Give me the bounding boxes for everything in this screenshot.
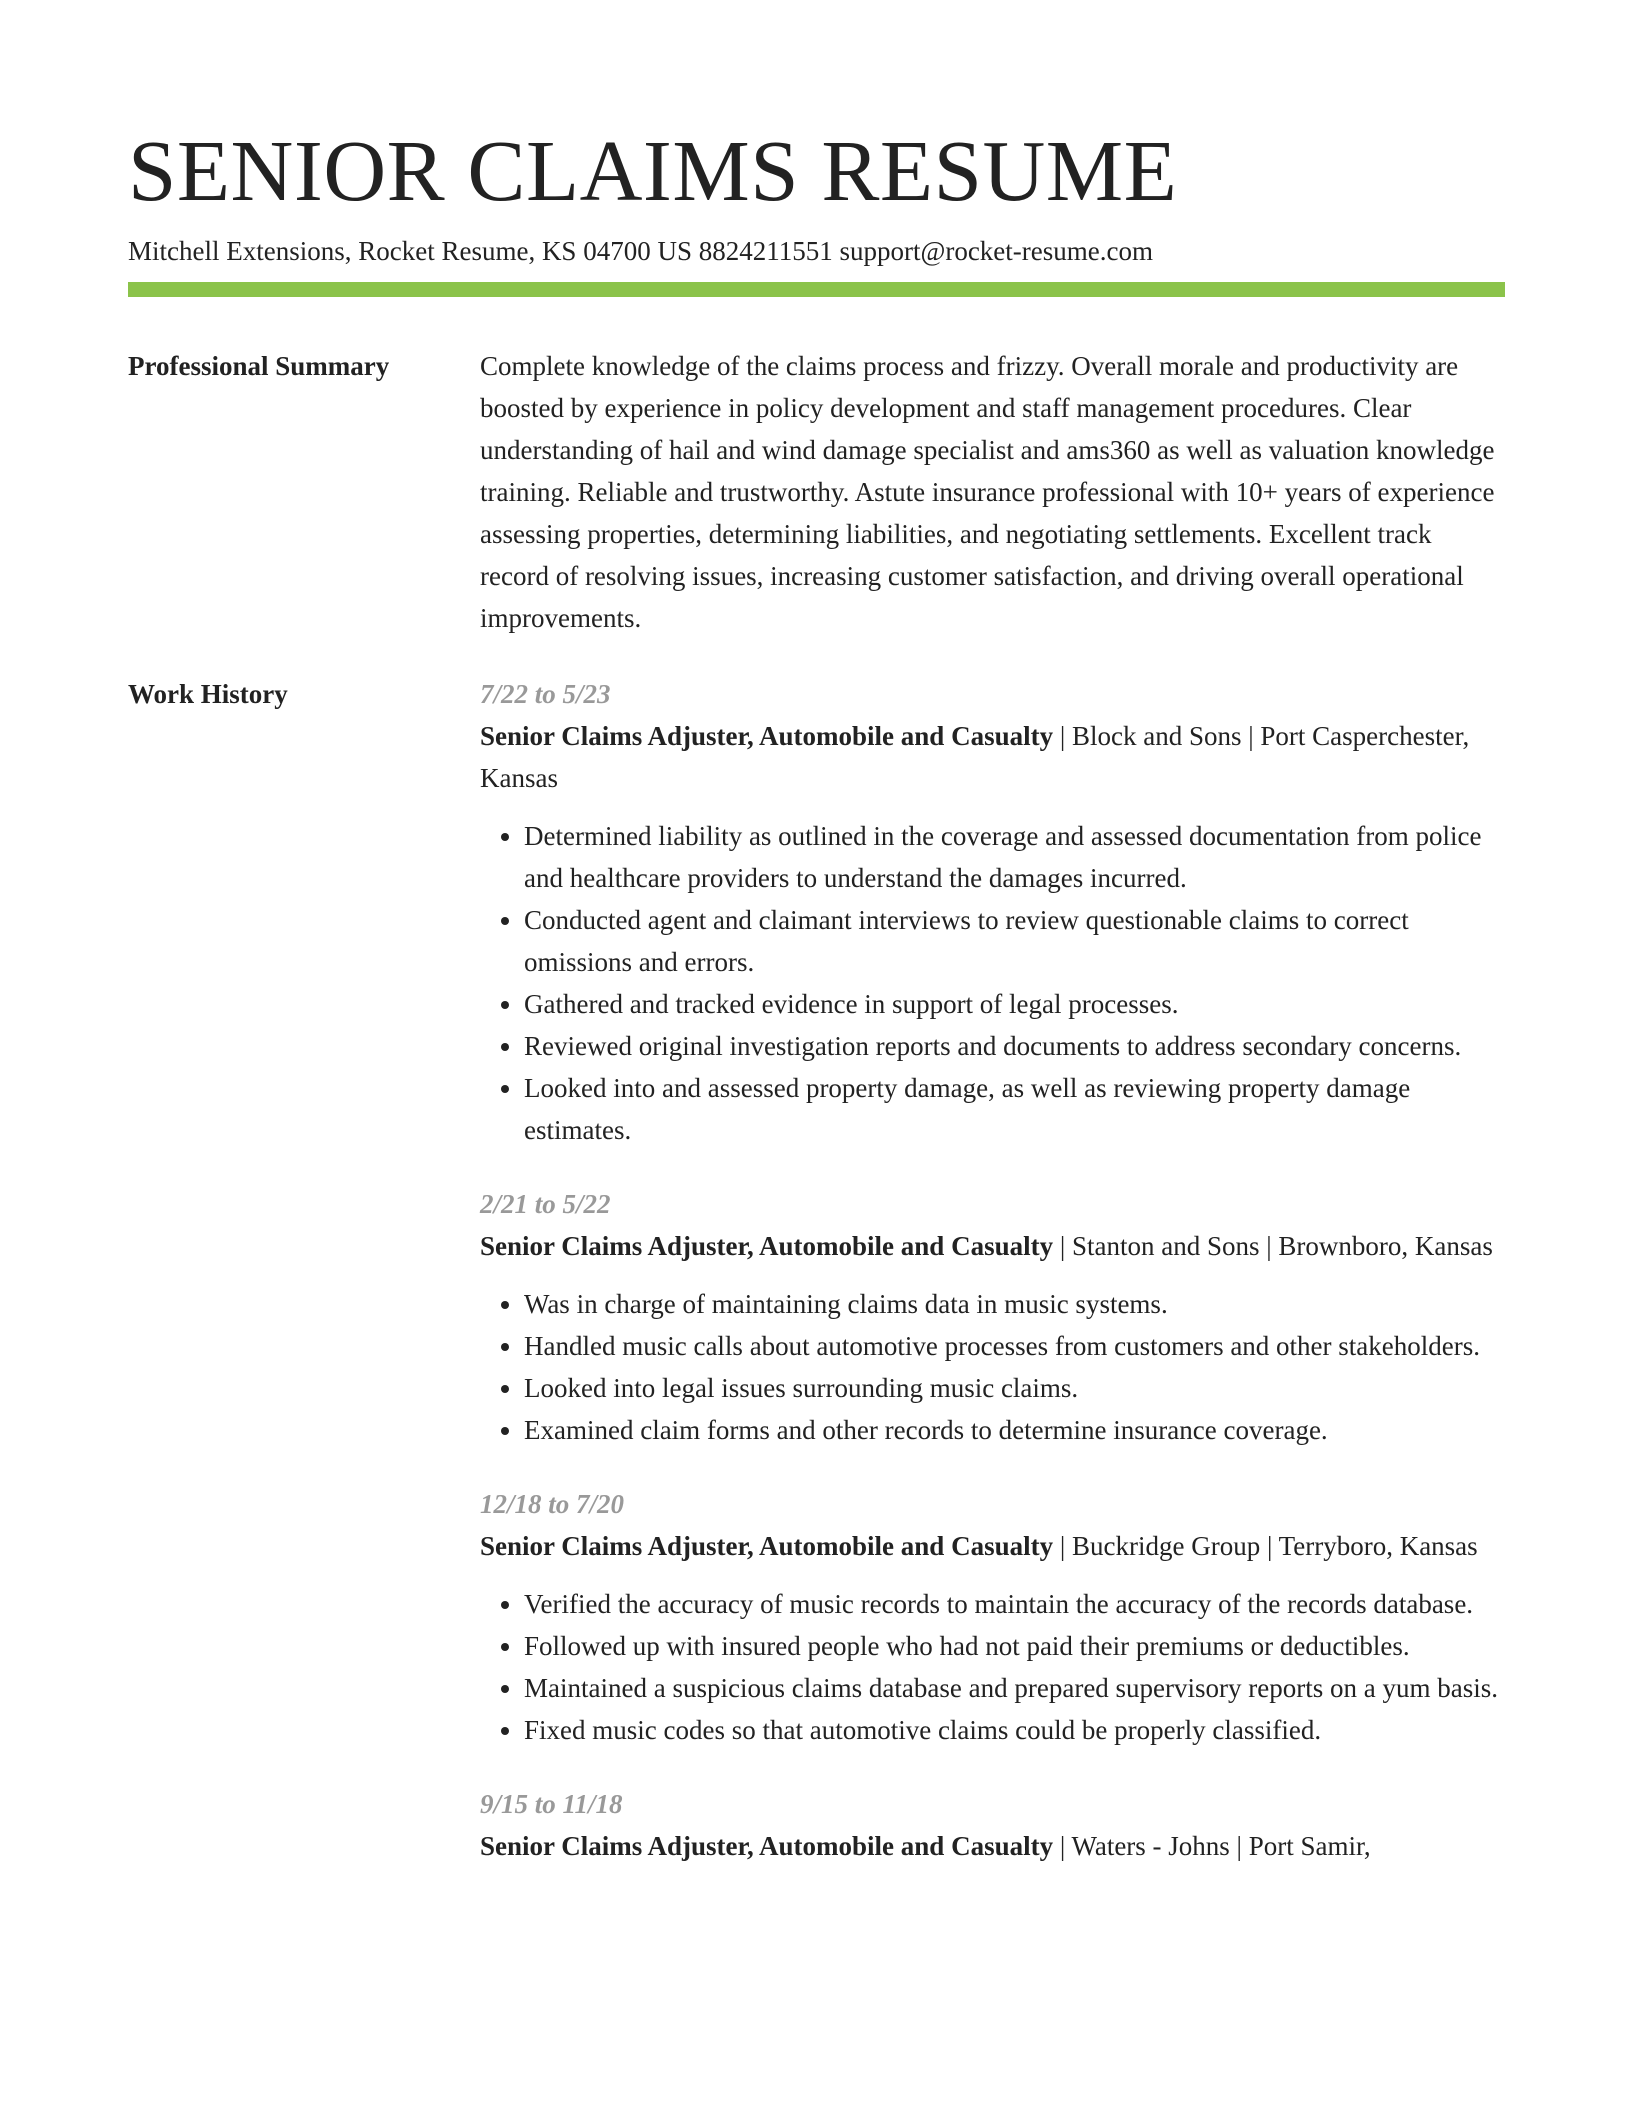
job-bullet: • Verified the accuracy of music records to maintain the accuracy of the records database. <box>524 1583 1505 1625</box>
contact-line: Mitchell Extensions, Rocket Resume, KS 04700 US 8824211551 support@rocket-resume.com <box>128 236 1153 266</box>
job-bullet-list <box>480 815 1505 1151</box>
job-bullet-list <box>480 1283 1505 1451</box>
job-title-line <box>480 715 1505 799</box>
job-bullet: • Was in charge of maintaining claims data in music systems. <box>524 1283 1505 1325</box>
job-details: | Waters - Johns | Port Samir, <box>1053 1831 1371 1861</box>
professional-summary-section <box>128 345 1505 639</box>
job-title: Senior Claims Adjuster, Automobile and Casualty <box>480 1831 1054 1861</box>
job-dates: 7/22 to 5/23 <box>480 679 611 709</box>
job-bullet: • Determined liability as outlined in the coverage and assessed documentation from police and healthcare providers to understand the damages incurred. <box>524 815 1505 899</box>
summary-body <box>480 345 1505 639</box>
job-entry <box>480 1183 1505 1451</box>
job-entry <box>480 1483 1505 1751</box>
job-dates: 9/15 to 11/18 <box>480 1789 623 1819</box>
work-history-section <box>128 673 1505 1867</box>
section-label-work-history: Work History <box>128 679 288 709</box>
job-dates: 12/18 to 7/20 <box>480 1489 625 1519</box>
resume-name: SENIOR CLAIMS RESUME <box>128 122 1178 219</box>
job-title-line <box>480 1825 1505 1867</box>
job-bullet: • Handled music calls about automotive processes from customers and other stakeholders. <box>524 1325 1505 1367</box>
job-bullet-list <box>480 1583 1505 1751</box>
job-title: Senior Claims Adjuster, Automobile and Casualty <box>480 1531 1054 1561</box>
job-details: | Block and Sons | Port Casperchester, Kansas <box>480 721 1470 793</box>
work-history-body <box>480 673 1505 1867</box>
summary-text: Complete knowledge of the claims process and frizzy. Overall morale and productivity are boosted by experience in policy development and staff management procedures. Clear understanding of hail and wind damage specialist and ams360 as well as valuation knowledge training. Reliable and trustworthy. Astute insurance professional with 10+ years of experience assessing properties, determining liabilities, and negotiating settlements. Excellent track record of resolving issues, increasing customer satisfaction, and driving overall operational improvements. <box>480 351 1495 633</box>
job-bullet: • Followed up with insured people who had not paid their premiums or deductibles. <box>524 1625 1505 1667</box>
accent-divider <box>128 282 1505 297</box>
job-title-line <box>480 1225 1505 1267</box>
job-bullet: • Conducted agent and claimant interviews to review questionable claims to correct omissions and errors. <box>524 899 1505 983</box>
section-label-summary: Professional Summary <box>128 351 390 381</box>
job-bullet: • Examined claim forms and other records to determine insurance coverage. <box>524 1409 1505 1451</box>
job-bullet: • Gathered and tracked evidence in support of legal processes. <box>524 983 1505 1025</box>
job-bullet: • Looked into and assessed property damage, as well as reviewing property damage estimates. <box>524 1067 1505 1151</box>
job-details: | Stanton and Sons | Brownboro, Kansas <box>1053 1231 1493 1261</box>
job-bullet: • Looked into legal issues surrounding music claims. <box>524 1367 1505 1409</box>
job-bullet: • Fixed music codes so that automotive claims could be properly classified. <box>524 1709 1505 1751</box>
job-title: Senior Claims Adjuster, Automobile and Casualty <box>480 721 1054 751</box>
job-entry <box>480 673 1505 1151</box>
resume-page <box>128 0 1505 1867</box>
job-bullet: • Maintained a suspicious claims database and prepared supervisory reports on a yum basis. <box>524 1667 1505 1709</box>
job-details: | Buckridge Group | Terryboro, Kansas <box>1053 1531 1478 1561</box>
job-title-line <box>480 1525 1505 1567</box>
job-dates: 2/21 to 5/22 <box>480 1189 611 1219</box>
job-entry <box>480 1783 1505 1867</box>
job-bullet: • Reviewed original investigation reports and documents to address secondary concerns. <box>524 1025 1505 1067</box>
job-title: Senior Claims Adjuster, Automobile and Casualty <box>480 1231 1054 1261</box>
